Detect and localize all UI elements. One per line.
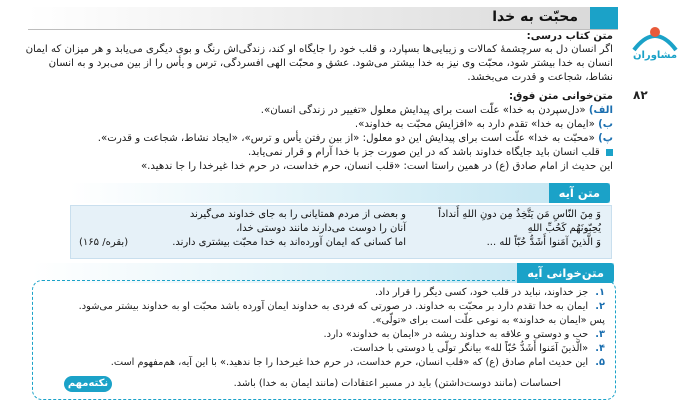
verse-reference: (بقره/ ۱۶۵): [79, 237, 129, 248]
lesson-heading: متن کتاب درسی:: [526, 31, 613, 42]
lesson-line: نشاط، شجاعت و قدرت می‌بخشد.: [467, 72, 613, 83]
reading-item: [98, 132, 613, 146]
note-number: ۳.: [595, 329, 605, 340]
note-number: ۲.: [595, 301, 605, 312]
logo-text: مشاوران: [632, 50, 678, 61]
reading-item: [141, 160, 613, 174]
reading-item-text: «ایمان به خدا» تقدم دارد به «افزایش محبّت به خداوند».: [354, 119, 595, 130]
reading-item: [248, 146, 613, 160]
section-bar-fade: [70, 183, 610, 203]
lesson-line: اگر انسان دل به سرچشمهٔ کمالات و زیبایی‌ها بسپارد، و قلب خود را جایگاه او کند، زندگی‌اش رنگ و بوی دیگری می‌یابد و هر میزان که ایمان: [25, 44, 613, 55]
note-number: ۵.: [595, 357, 605, 368]
note-text: پس «ایمان به خداوند» به نوعی علّت است برای «تولّی».: [372, 315, 605, 326]
note-item: [375, 286, 605, 299]
verse-translation-line: و بعضی از مردم همتایانی را به جای خداوند می‌گیرند: [189, 209, 406, 220]
note-item: [111, 356, 605, 369]
header-accent-tab: [590, 7, 618, 29]
verse-translation-line: آنان را دوست می‌دارند مانند دوستی خدا،: [236, 223, 406, 234]
reading-heading: متن‌خوانی متن فوق:: [509, 91, 613, 102]
reading-item-mark: الف): [588, 105, 613, 116]
reading-item-text: «دل‌سپردن به خدا» علّت است برای پیدایش معلول «تغییر در زندگی انسان».: [260, 105, 586, 116]
publisher-logo: [630, 20, 680, 76]
page-number: ۸۲: [633, 88, 648, 102]
note-text: این حدیث امام صادق (ع) که «قلب انسان، حرم خداست، در حرم خدا غیرخدا را جا ندهید.» با این آیه، هم‌مفهوم است.: [110, 357, 589, 368]
note-item: [323, 328, 605, 341]
note-number: ۱.: [595, 287, 605, 298]
note-item: [79, 300, 605, 313]
reading-item: [355, 118, 613, 132]
important-tip-badge: نکته‌مهم: [64, 376, 112, 392]
lesson-line: انسان به خدا بیشتر شود، محبّت وی نیز به خدا بیشتر می‌شود. عشق و محبّت الهی افسردگی، ترس و یأس را از بین می‌برد و به انسان: [48, 58, 613, 69]
reading-item-text: این حدیث از امام صادق (ع) در همین راستا است: «قلب انسان، حرم خداست، در حرم خدا غیرخدا را جا ندهید.»: [140, 161, 613, 172]
reading-item-text: «محبّت به خدا» علّت است برای پیدایش این دو معلول: «از بین رفتن یأس و ترس»، «ایجاد نشاط، شجاعت و قدرت».: [97, 133, 595, 144]
reading-item-text: قلب انسان باید جایگاه خداوند باشد که در این صورت جز با خدا آرام و قرار نمی‌یابد.: [247, 147, 600, 158]
note-item: [350, 342, 605, 355]
verse-section-bar: [70, 183, 610, 203]
bullet-square-icon: [606, 149, 613, 156]
reading-item-mark: ب): [598, 119, 613, 130]
note-text: جز خداوند، نباید در قلب خود، کسی دیگر را قرار داد.: [375, 287, 589, 298]
page-title: محبّت به خدا: [492, 9, 578, 25]
verse-arabic-line: یُحِبّونَهُم کَحُبِّ اللهِ: [527, 223, 601, 234]
notes-section-label: متن‌خوانی آیه: [517, 263, 614, 283]
note-text: ایمان به خدا تقدم دارد بر محبّت به خداوند. در صورتی که فردی به خداوند ایمان آورده باشد محبّت او به خداوند بیشتر می‌شود.: [78, 301, 589, 312]
verse-box: [70, 205, 612, 259]
verse-section-label: متن آیه: [549, 183, 610, 203]
verse-arabic-line: وَ الَّذینَ آمَنوا أَشَدُّ حُبّاً لله ...: [486, 237, 601, 248]
note-number: ۴.: [595, 343, 605, 354]
verse-arabic-line: وَ مِنَ النّاسِ مَن یَتَّخِذُ مِن دونِ اللهِ أَنداداً: [438, 209, 601, 220]
reading-item: [261, 104, 613, 118]
note-item: [372, 314, 605, 327]
reading-item-mark: پ): [598, 133, 613, 144]
verse-translation-line: اما کسانی که ایمان آورده‌اند به خدا محبّت بیشتری دارند.: [172, 237, 406, 248]
note-text: احساسات (مانند دوست‌داشتن) باید در مسیر اعتقادات (مانند ایمان به خدا) باشد.: [233, 378, 561, 389]
page-header: [28, 7, 618, 30]
note-item: [234, 377, 561, 390]
note-text: «الَّذینَ آمَنوا أَشَدُّ حُبّاً لله» بیانگر تولّی یا دوستی با خداست.: [349, 343, 589, 354]
note-text: حب و دوستی و علاقه به خداوند ریشه در «ایمان به خداوند» دارد.: [323, 329, 589, 340]
